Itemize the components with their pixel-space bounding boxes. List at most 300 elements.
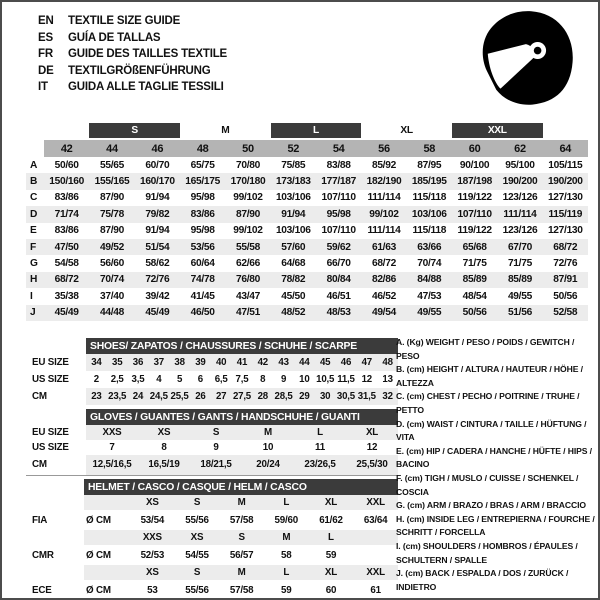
shoes-cell: 41: [232, 354, 253, 371]
racing-helmet-icon: [457, 6, 597, 112]
shoes-cell: 36: [128, 354, 149, 371]
helmet-cell: 56/57: [229, 549, 254, 561]
helmet-row: [26, 495, 398, 510]
size-column-header: 60: [452, 139, 497, 157]
size-row-label: I: [30, 290, 33, 302]
size-cell: 87/91: [543, 272, 588, 288]
gloves-cell: XL: [346, 425, 398, 440]
size-cell: 64/68: [281, 258, 306, 270]
language-title: GUIDE DES TAILLES TEXTILE: [68, 48, 227, 61]
size-cell: 48/53: [316, 305, 361, 321]
size-column-header: 52: [271, 139, 316, 157]
helmet-cell: 53/54: [140, 514, 165, 526]
size-row-label: E: [30, 225, 37, 237]
gloves-cell: 11: [315, 442, 325, 453]
shoes-cell: 48: [377, 354, 398, 371]
size-column-header: 56: [361, 139, 406, 157]
size-cell: 99/102: [233, 225, 263, 237]
helmet-row-label: [26, 530, 84, 545]
gloves-cell: 23/26,5: [294, 455, 346, 475]
size-cell: 72/76: [553, 258, 578, 270]
size-cell: 127/130: [547, 192, 583, 204]
shoes-cell: 5: [176, 374, 183, 385]
size-number-row: [26, 139, 588, 157]
size-cell: 71/75: [507, 258, 532, 270]
helmet-cell: L: [264, 495, 309, 510]
gloves-cell: XXS: [86, 425, 138, 440]
legend-item: B. (cm) HEIGHT / ALTURA / HAUTEUR / HÖHE / ALTEZZA: [396, 364, 583, 388]
language-title: GUIDA ALLE TAGLIE TESSILI: [68, 81, 224, 94]
size-cell: 87/90: [225, 206, 270, 222]
shoes-cell: 6,5: [214, 374, 228, 385]
size-cell: 127/130: [547, 225, 583, 237]
shoes-cell: 30,5: [336, 388, 357, 405]
size-cell: 47/53: [417, 290, 442, 302]
size-cell: 75/78: [89, 206, 134, 222]
size-cell: 37/40: [99, 290, 124, 302]
size-corner: [26, 139, 44, 157]
size-cell: 44/48: [89, 305, 134, 321]
gloves-cell: 9: [213, 442, 219, 453]
size-cell: 45/50: [281, 290, 306, 302]
helmet-cell: L: [309, 530, 354, 545]
helmet-unit-label: Ø CM: [86, 584, 111, 596]
size-cell: 49/52: [89, 239, 134, 255]
language-code: DE: [38, 64, 54, 77]
size-cell: 103/106: [407, 206, 452, 222]
size-cell: 85/92: [371, 159, 396, 171]
size-cell: 107/110: [321, 192, 356, 204]
size-cell: 115/119: [543, 206, 588, 222]
size-cell: 60/64: [190, 258, 215, 270]
size-cell: 57/60: [271, 239, 316, 255]
size-cell: 119/122: [457, 225, 492, 237]
shoes-cell: 24,5: [148, 388, 169, 405]
size-cell: 111/114: [367, 192, 401, 204]
size-cell: 95/98: [316, 206, 361, 222]
size-cell: 103/106: [275, 192, 311, 204]
helmet-cell: [353, 530, 398, 545]
shoes-cell: 47: [356, 354, 377, 371]
size-cell: 177/187: [316, 173, 361, 189]
legend-item: C. (cm) CHEST / PECHO / POITRINE / TRUHE / PETTO: [396, 391, 580, 415]
size-cell: 85/89: [497, 272, 542, 288]
shoes-cell: 30: [315, 388, 336, 405]
size-cell: 115/118: [412, 225, 447, 237]
helmet-cell: S: [175, 565, 220, 580]
size-cell: 46/51: [326, 290, 351, 302]
size-cell: 170/180: [225, 173, 270, 189]
size-band-row: [26, 123, 588, 139]
shoes-row: [26, 388, 398, 405]
size-cell: 62/66: [235, 258, 260, 270]
language-title: TEXTILGRÖßENFÜHRUNG: [68, 64, 211, 77]
size-cell: 35/38: [54, 290, 79, 302]
helmet-cell: 61/62: [319, 514, 343, 526]
gloves-title: GLOVES / GUANTES / GANTS / HANDSCHUHE / GUANTI: [86, 409, 398, 425]
language-row: [38, 13, 227, 30]
gloves-header-spacer: [26, 409, 86, 425]
language-code: EN: [38, 15, 54, 27]
size-cell: 91/94: [145, 225, 170, 237]
legend-item: F. (cm) TIGH / MUSLO / CUISSE / SCHENKEL / COSCIA: [396, 472, 579, 497]
helmet-cell: 55/56: [185, 514, 209, 526]
gloves-cell: XS: [138, 425, 190, 440]
shoes-cell: 10,5: [316, 374, 335, 385]
language-code: FR: [38, 48, 53, 61]
helmet-cell: 58: [281, 549, 292, 561]
size-column-header: 46: [135, 139, 180, 157]
size-cell: 91/94: [145, 192, 170, 204]
size-row-label: C: [30, 192, 38, 204]
shoes-row-label: CM: [26, 388, 86, 405]
size-cell: 123/126: [502, 192, 538, 204]
size-cell: 83/86: [54, 225, 79, 237]
size-cell: 173/183: [271, 173, 316, 189]
helmet-cell: 55/56: [185, 584, 209, 596]
shoes-cell: 6: [197, 374, 203, 385]
shoes-title: SHOES/ ZAPATOS / CHAUSSURES / SCHUHE / SCARPE: [86, 338, 398, 354]
shoes-header-spacer: [26, 338, 86, 354]
shoes-cell: 7,5: [235, 374, 249, 385]
helmet-cell: S: [175, 495, 220, 510]
shoes-cell: 38: [169, 354, 190, 371]
size-row-c: [26, 190, 588, 206]
helmet-row-label: ECE: [26, 580, 84, 600]
size-row-label: F: [26, 239, 44, 255]
helmet-header-row: [26, 479, 398, 495]
helmet-cell: XS: [130, 495, 175, 510]
language-row: [38, 63, 227, 80]
shoes-cell: 35: [107, 354, 128, 371]
shoes-cell: 29: [294, 388, 315, 405]
shoes-cell: 28,5: [273, 388, 294, 405]
gloves-cell: 10: [262, 442, 274, 453]
size-cell: 160/170: [135, 173, 180, 189]
size-cell: 59/62: [316, 239, 361, 255]
helmet-cell: 60: [325, 584, 337, 596]
size-cell: 51/54: [135, 239, 180, 255]
language-row: [38, 79, 227, 96]
size-row-label: D: [26, 206, 44, 222]
size-cell: 80/84: [316, 272, 361, 288]
size-cell: 45/49: [44, 305, 89, 321]
size-cell: 53/56: [180, 239, 225, 255]
size-row-j: [26, 305, 588, 321]
helmet-cell: 59: [325, 549, 337, 561]
legend-item: I. (cm) SHOULDERS / HOMBROS / ÉPAULES / SCHULTERN / SPALLE: [396, 540, 578, 565]
helmet-cell: XXL: [353, 495, 398, 510]
language-title: TEXTILE SIZE GUIDE: [68, 15, 181, 27]
shoes-cell: 2,5: [110, 374, 124, 385]
size-cell: 107/110: [321, 225, 356, 237]
gloves-cell: 12: [366, 442, 378, 453]
size-column-header: 48: [180, 139, 225, 157]
size-cell: 99/102: [233, 192, 263, 204]
size-column-header: 64: [543, 139, 588, 157]
shoes-cell: 32: [377, 388, 398, 405]
gloves-cell: 16,5/19: [138, 455, 190, 475]
size-cell: 87/95: [417, 159, 442, 171]
size-cell: 70/74: [417, 258, 442, 270]
size-cell: 46/50: [180, 305, 225, 321]
size-cell: 52/58: [543, 305, 588, 321]
shoes-row: [26, 354, 398, 371]
helmet-cell: 59/60: [274, 514, 299, 526]
size-cell: 187/198: [452, 173, 497, 189]
size-row-g: [26, 255, 588, 271]
size-cell: 41/45: [190, 290, 215, 302]
size-cell: 51/56: [497, 305, 542, 321]
shoes-cell: 40: [211, 354, 232, 371]
helmet-cell: XXS: [130, 530, 175, 545]
size-cell: 72/76: [135, 272, 180, 288]
gloves-row-label: CM: [26, 455, 86, 475]
size-cell: 55/65: [99, 159, 124, 171]
size-column-header: 54: [316, 139, 361, 157]
size-cell: 47/51: [225, 305, 270, 321]
shoes-cell: 25,5: [169, 388, 190, 405]
size-cell: 111/114: [367, 225, 401, 237]
size-cell: 70/74: [89, 272, 134, 288]
size-cell: 79/82: [135, 206, 180, 222]
shoes-cell: 23: [86, 388, 107, 405]
size-band-xl: XL: [361, 123, 452, 139]
size-cell: 83/88: [326, 159, 351, 171]
textile-size-table: [26, 123, 588, 321]
size-cell: 123/126: [502, 225, 538, 237]
gloves-cell: 20/24: [242, 455, 294, 475]
size-cell: 190/200: [497, 173, 542, 189]
gloves-row-label: US SIZE: [26, 440, 86, 455]
size-column-header: 58: [407, 139, 452, 157]
size-column-header: 50: [225, 139, 270, 157]
helmet-cell: 57/58: [229, 514, 254, 526]
legend-item: E. (cm) HIP / CADERA / HANCHE / HÜFTE / HIPS / BACINO: [396, 445, 592, 470]
size-cell: 48/54: [462, 290, 487, 302]
helmet-cell: XXL: [353, 565, 398, 580]
size-cell: 56/60: [99, 258, 124, 270]
shoes-cell: 11,5: [337, 374, 355, 385]
helmet-cell: S: [219, 530, 264, 545]
gloves-cell: S: [190, 425, 242, 440]
size-cell: 78/82: [271, 272, 316, 288]
size-cell: 47/50: [44, 239, 89, 255]
size-row-h: [26, 272, 588, 288]
helmet-cell: [353, 545, 398, 565]
size-cell: 63/66: [407, 239, 452, 255]
helmet-row: [26, 545, 398, 565]
shoes-cell: 39: [190, 354, 211, 371]
size-cell: 49/54: [361, 305, 406, 321]
size-band-gap: [543, 123, 588, 139]
shoes-cell: 4: [156, 374, 162, 385]
shoes-cell: 42: [252, 354, 273, 371]
helmet-cell: M: [264, 530, 309, 545]
size-column-header: 62: [497, 139, 542, 157]
helmet-row-label: [26, 495, 84, 510]
helmet-row: [26, 530, 398, 545]
helmet-cell: 61: [370, 584, 381, 596]
helmet-row: [26, 580, 398, 600]
shoes-cell: 46: [336, 354, 357, 371]
helmet-cell: 53: [147, 584, 158, 596]
size-cell: 54/58: [54, 258, 79, 270]
shoes-cell: 8: [260, 374, 266, 385]
helmet-cell: 59: [281, 584, 292, 596]
size-cell: 49/55: [407, 305, 452, 321]
racing-helmet-svg: [457, 6, 597, 112]
helmet-cell: 52/53: [140, 549, 165, 561]
size-row-e: [26, 223, 588, 239]
size-cell: 71/75: [462, 258, 487, 270]
helmet-cell: XS: [130, 565, 175, 580]
helmet-cell: M: [219, 565, 264, 580]
size-cell: 90/100: [459, 159, 490, 171]
size-band-m: M: [180, 123, 271, 139]
size-cell: 185/195: [407, 173, 452, 189]
size-cell: 99/102: [361, 206, 406, 222]
size-cell: 84/88: [407, 272, 452, 288]
size-cell: 67/70: [497, 239, 542, 255]
gloves-table: [26, 409, 398, 476]
shoes-row-label: US SIZE: [26, 371, 86, 388]
size-band-l: L: [271, 123, 362, 139]
shoes-cell: 12: [361, 374, 372, 385]
size-cell: 50/56: [452, 305, 497, 321]
size-cell: 45/49: [135, 305, 180, 321]
shoes-cell: 24: [128, 388, 149, 405]
size-row-label: H: [26, 272, 44, 288]
helmet-cell: XL: [309, 565, 354, 580]
size-cell: 95/98: [190, 192, 215, 204]
legend-item: G. (cm) ARM / BRAZO / BRAS / ARM / BRACCIO: [396, 500, 586, 511]
helmet-cell: XS: [175, 530, 220, 545]
helmet-cell: L: [264, 565, 309, 580]
size-cell: 85/89: [452, 272, 497, 288]
helmet-title: HELMET / CASCO / CASQUE / HELM / CASCO: [84, 479, 398, 495]
legend-item: H. (cm) INSIDE LEG / ENTREPIERNA / FOURCHE / SCHRITT / FORCELLA: [396, 513, 595, 538]
shoes-row-label: EU SIZE: [26, 354, 86, 371]
shoes-table: [26, 338, 398, 405]
shoes-cell: 10: [299, 374, 310, 385]
helmet-header-spacer: [26, 479, 84, 495]
size-cell: 68/72: [44, 272, 89, 288]
legend-item: D. (cm) WAIST / CINTURA / TAILLE / HÜFTUNG / VITA: [396, 418, 587, 443]
size-cell: 87/90: [99, 192, 124, 204]
size-cell: 103/106: [275, 225, 311, 237]
size-cell: 68/72: [543, 239, 588, 255]
legend-item: J. (cm) BACK / ESPALDA / DOS / ZURÜCK / INDIETRO: [396, 568, 569, 592]
size-cell: 50/60: [54, 159, 79, 171]
helmet-cell: 57/58: [229, 584, 254, 596]
size-row-i: [26, 288, 588, 304]
size-cell: 70/80: [235, 159, 260, 171]
helmet-cell: 54/55: [185, 549, 209, 561]
helmet-cell: 63/64: [363, 514, 388, 526]
helmet-row-label: CMR: [26, 545, 84, 565]
size-cell: 39/42: [145, 290, 170, 302]
size-cell: 58/62: [145, 258, 170, 270]
gloves-row-label: EU SIZE: [26, 425, 86, 440]
language-row: [38, 46, 227, 63]
size-cell: 95/98: [190, 225, 215, 237]
size-cell: 111/114: [497, 206, 542, 222]
size-band-s: S: [89, 123, 180, 139]
size-cell: 49/55: [507, 290, 532, 302]
size-cell: 165/175: [180, 173, 225, 189]
size-cell: 61/63: [361, 239, 406, 255]
size-cell: 182/190: [361, 173, 406, 189]
gloves-cell: 25,5/30: [346, 455, 398, 475]
helmet-row: [26, 565, 398, 580]
helmet-cell: M: [219, 495, 264, 510]
helmet-row: [26, 510, 398, 530]
helmet-unit-label: [84, 565, 130, 580]
language-title-list: [38, 13, 227, 96]
size-row-f: [26, 239, 588, 255]
size-column-header: 42: [44, 139, 89, 157]
size-cell: 74/78: [180, 272, 225, 288]
shoes-cell: 9: [280, 374, 287, 385]
size-cell: 190/200: [543, 173, 588, 189]
size-band-xxl: XXL: [452, 123, 543, 139]
legend-item: A. (Kg) WEIGHT / PESO / POIDS / GEWITCH / PESO: [396, 337, 575, 361]
helmet-unit-label: Ø CM: [86, 549, 111, 561]
size-cell: 55/58: [225, 239, 270, 255]
size-cell: 65/68: [452, 239, 497, 255]
shoes-cell: 37: [148, 354, 169, 371]
size-cell: 76/80: [225, 272, 270, 288]
size-row-label: G: [30, 258, 38, 270]
gloves-cell: M: [242, 425, 294, 440]
size-cell: 115/118: [412, 192, 447, 204]
size-cell: 107/110: [452, 206, 497, 222]
size-cell: 75/85: [281, 159, 306, 171]
size-cell: 60/70: [145, 159, 170, 171]
shoes-cell: 28: [252, 388, 273, 405]
size-cell: 50/56: [553, 290, 578, 302]
helmet-cell: XL: [309, 495, 354, 510]
shoes-cell: 13: [382, 374, 393, 385]
helmet-table: [26, 479, 398, 600]
size-cell: 65/75: [190, 159, 215, 171]
size-cell: 83/86: [180, 206, 225, 222]
size-column-header: 44: [89, 139, 134, 157]
size-row-label: J: [26, 305, 44, 321]
shoes-cell: 27: [211, 388, 232, 405]
gloves-row: [26, 455, 398, 475]
shoes-header-row: [26, 338, 398, 354]
size-cell: 48/52: [271, 305, 316, 321]
size-cell: 87/90: [99, 225, 124, 237]
size-cell: 105/115: [548, 159, 583, 171]
language-code: ES: [38, 31, 53, 44]
helmet-row-label: [26, 565, 84, 580]
shoes-row: [26, 371, 398, 388]
shoes-cell: 34: [86, 354, 107, 371]
gloves-cell: 8: [161, 442, 167, 453]
size-row-b: [26, 173, 588, 189]
size-cell: 71/74: [44, 206, 89, 222]
size-cell: 155/165: [89, 173, 134, 189]
size-cell: 150/160: [44, 173, 89, 189]
size-corner: [26, 123, 44, 139]
gloves-row: [26, 440, 398, 455]
size-cell: 43/47: [235, 290, 260, 302]
gloves-cell: 12,5/16,5: [86, 455, 138, 475]
language-title: GUÍA DE TALLAS: [68, 31, 161, 44]
